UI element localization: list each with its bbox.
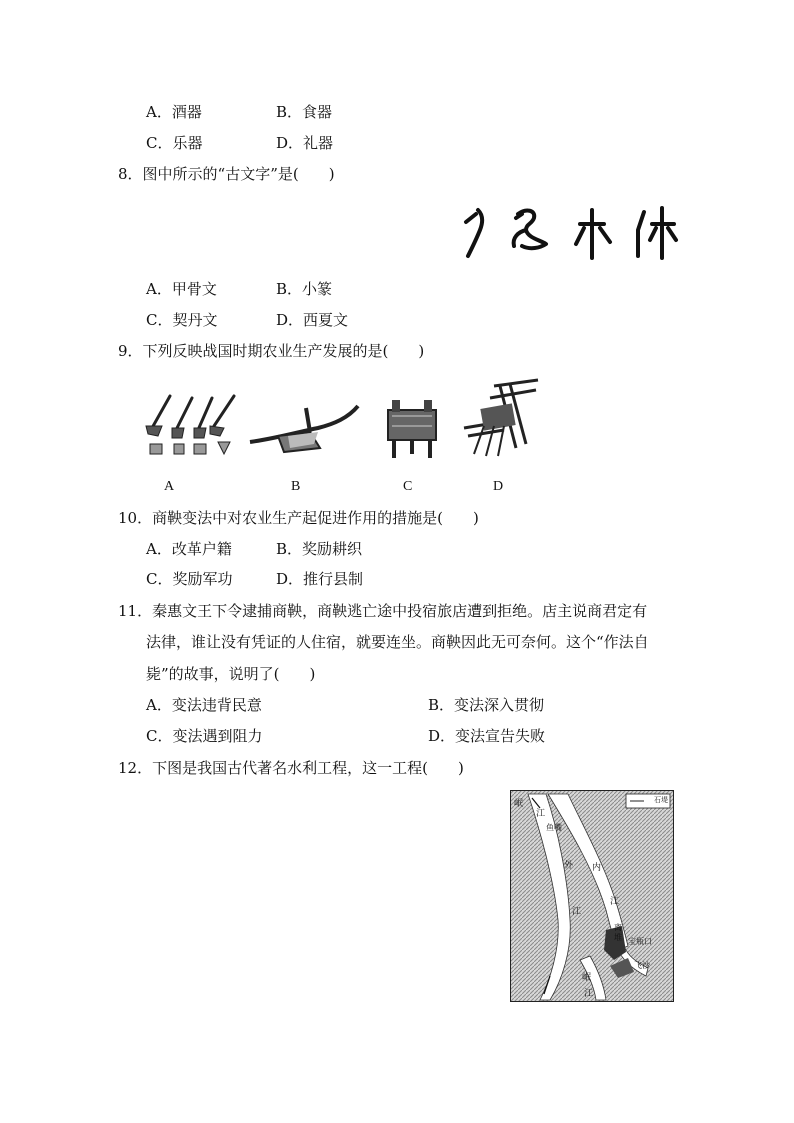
q11-stem-line1: 11．秦惠文王下令逮捕商鞅，商鞅逃亡途中投宿旅店遭到拒绝。店主说商君定有 <box>118 602 648 620</box>
q8-option-c: C．契丹文 <box>146 311 218 329</box>
q11-option-a: A．变法违背民意 <box>146 696 262 714</box>
map-label-jiang-inner: 江 <box>610 897 620 907</box>
q11-stem-line3: 毙”的故事，说明了( ) <box>146 665 316 683</box>
map-label-min: 岷 <box>514 799 524 809</box>
ancient-script-figure <box>456 200 688 264</box>
figure-d-seed-drill <box>460 378 544 460</box>
q8-option-b: B．小篆 <box>276 280 333 298</box>
figure-label-c: C <box>403 479 413 494</box>
map-label-yuzui: 鱼嘴 <box>546 823 562 832</box>
map-legend-label: 石堤 <box>654 796 668 804</box>
dujiangyan-map <box>510 790 674 1002</box>
q11-stem-line2: 法律，谁让没有凭证的人住宿，就要连坐。商鞅因此无可奈何。这个“作法自 <box>146 633 649 651</box>
figure-label-a: A <box>164 479 175 494</box>
figure-label-b: B <box>291 479 301 494</box>
q10-option-b: B．奖励耕织 <box>276 540 363 558</box>
figure-b-plough <box>248 402 360 458</box>
q7-option-c: C．乐器 <box>146 134 203 152</box>
map-label-lidui-a: 离 <box>614 923 622 932</box>
map-label-min-bottom: 岷 <box>582 973 592 983</box>
q11-option-b: B．变法深入贯彻 <box>428 696 545 714</box>
map-label-nei: 内 <box>592 863 602 873</box>
map-label-jiang-bottom: 江 <box>584 989 594 999</box>
q12-stem: 12．下图是我国古代著名水利工程，这一工程( ) <box>118 759 464 777</box>
figure-c-bronze-ding <box>382 396 442 460</box>
q7-option-d: D．礼器 <box>276 134 334 152</box>
q10-option-a: A．改革户籍 <box>146 540 232 558</box>
map-label-jiang-top: 江 <box>536 809 546 819</box>
q10-stem: 10．商鞅变法中对农业生产起促进作用的措施是( ) <box>118 509 479 527</box>
map-label-jiang-outer: 江 <box>572 907 582 917</box>
figure-label-d: D <box>493 479 504 494</box>
map-label-feisha: 飞沙 <box>634 961 650 970</box>
map-label-lidui-b: 堆 <box>614 933 622 942</box>
q10-option-d: D．推行县制 <box>276 570 364 588</box>
q8-option-d: D．西夏文 <box>276 311 349 329</box>
q7-option-a: A．酒器 <box>146 103 202 121</box>
map-label-wai: 外 <box>564 861 574 871</box>
q7-option-b: B．食器 <box>276 103 333 121</box>
map-label-baopingkou: 宝瓶口 <box>628 937 652 946</box>
figure-a-iron-tools <box>140 392 238 458</box>
q9-stem: 9．下列反映战国时期农业生产发展的是( ) <box>118 342 425 360</box>
q11-option-d: D．变法宣告失败 <box>428 727 546 745</box>
q11-option-c: C．变法遇到阻力 <box>146 727 263 745</box>
q8-option-a: A．甲骨文 <box>146 280 217 298</box>
q8-stem: 8．图中所示的“古文字”是( ) <box>118 165 335 183</box>
q10-option-c: C．奖励军功 <box>146 570 233 588</box>
